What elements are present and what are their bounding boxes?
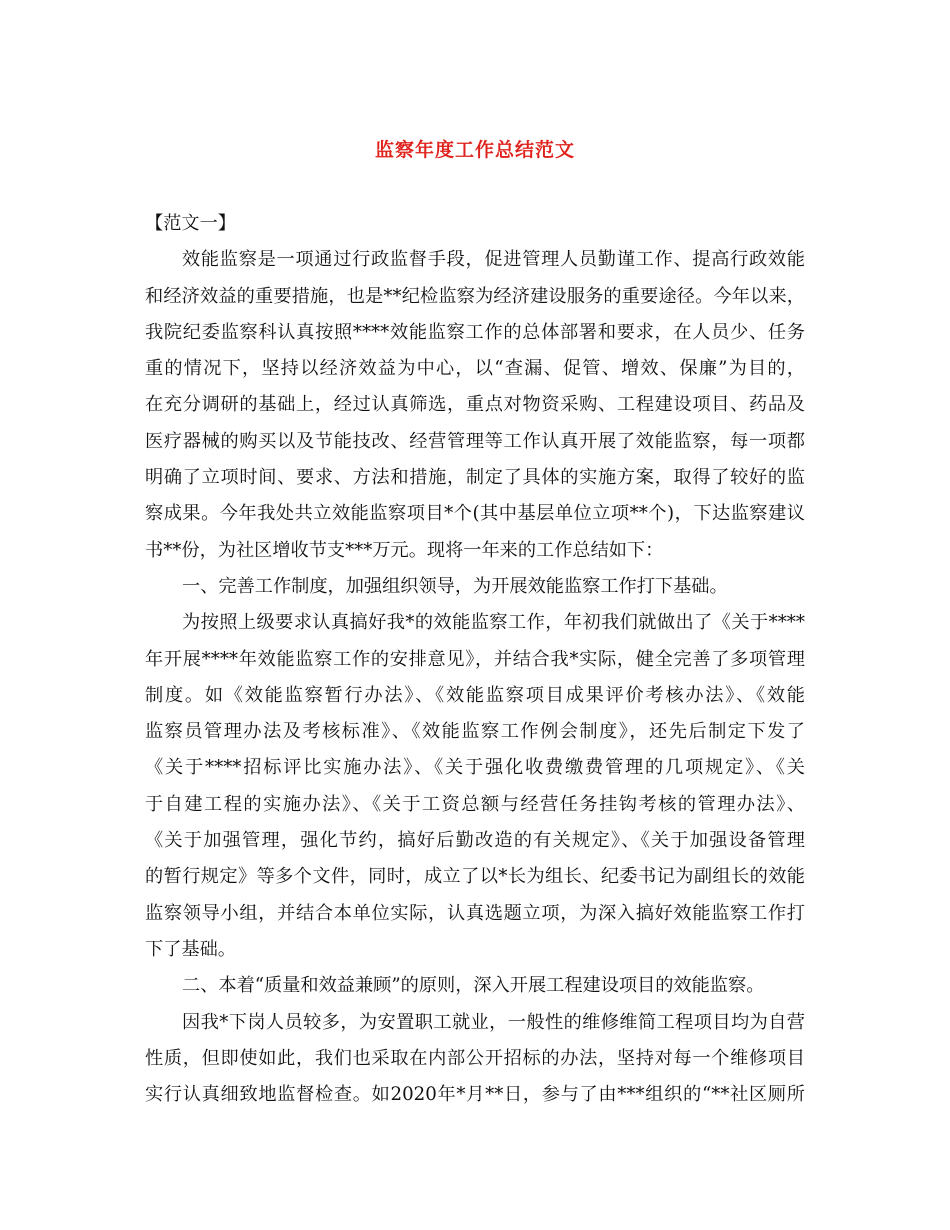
text-line: 在充分调研的基础上，经过认真筛选，重点对物资采购、工程建设项目、药品及 (145, 394, 805, 416)
text-line: 一、完善工作制度，加强组织领导，为开展效能监察工作打下基础。 (182, 575, 728, 597)
text-line: 我院纪委监察科认真按照****效能监察工作的总体部署和要求，在人员少、任务 (145, 321, 805, 343)
text-line: 效能监察是一项通过行政监督手段，促进管理人员勤谨工作、提高行政效能 (182, 249, 805, 271)
text-line: 察成果。今年我处共立效能监察项目*个(其中基层单位立项**个)，下达监察建议 (145, 503, 805, 525)
document-body (145, 206, 805, 1113)
text-line: 年开展****年效能监察工作的安排意见》，并结合我*实际，健全完善了多项管理 (145, 648, 805, 670)
text-line: 书**份，为社区增收节支***万元。现将一年来的工作总结如下： (145, 539, 664, 561)
text-line: 重的情况下，坚持以经济效益为中心，以“查漏、促管、增效、保廉”为目的， (145, 358, 805, 380)
text-line: 【范文一】 (145, 213, 236, 234)
text-line: 明确了立项时间、要求、方法和措施，制定了具体的实施方案，取得了较好的监 (145, 467, 805, 489)
text-line: 于自建工程的实施办法》、《关于工资总额与经营任务挂钩考核的管理办法》、 (145, 793, 805, 815)
text-line: 为按照上级要求认真搞好我*的效能监察工作，年初我们就做出了《关于**** (182, 612, 805, 634)
text-line: 和经济效益的重要措施，也是**纪检监察为经济建设服务的重要途径。今年以来， (145, 285, 805, 307)
text-line: 二、本着“质量和效益兼顾”的原则，深入开展工程建设项目的效能监察。 (182, 975, 765, 997)
text-line: 医疗器械的购买以及节能技改、经营管理等工作认真开展了效能监察，每一项都 (145, 430, 805, 452)
text-line: 的暂行规定》等多个文件，同时，成立了以*长为组长、纪委书记为副组长的效能 (145, 866, 805, 888)
text-line: 实行认真细致地监督检查。如2020年*月**日，参与了由***组织的“**社区厕所 (145, 1084, 805, 1106)
text-line: 监察领导小组，并结合本单位实际，认真选题立项，为深入搞好效能监察工作打 (145, 902, 805, 924)
document-title: 监察年度工作总结范文 (374, 139, 575, 161)
text-line: 下了基础。 (145, 938, 236, 960)
text-line: 《关于****招标评比实施办法》、《关于强化收费缴费管理的几项规定》、《关 (145, 757, 805, 779)
text-line: 监察员管理办法及考核标准》、《效能监察工作例会制度》，还先后制定下发了 (145, 721, 805, 743)
text-line: 因我*下岗人员较多，为安置职工就业，一般性的维修维简工程项目均为自营 (182, 1011, 805, 1033)
text-line: 《关于加强管理，强化节约，搞好后勤改造的有关规定》、《关于加强设备管理 (145, 830, 805, 852)
text-line: 性质，但即使如此，我们也采取在内部公开招标的办法，坚持对每一个维修项目 (145, 1047, 805, 1069)
text-line: 制度。如《效能监察暂行办法》、《效能监察项目成果评价考核办法》、《效能 (145, 684, 805, 706)
